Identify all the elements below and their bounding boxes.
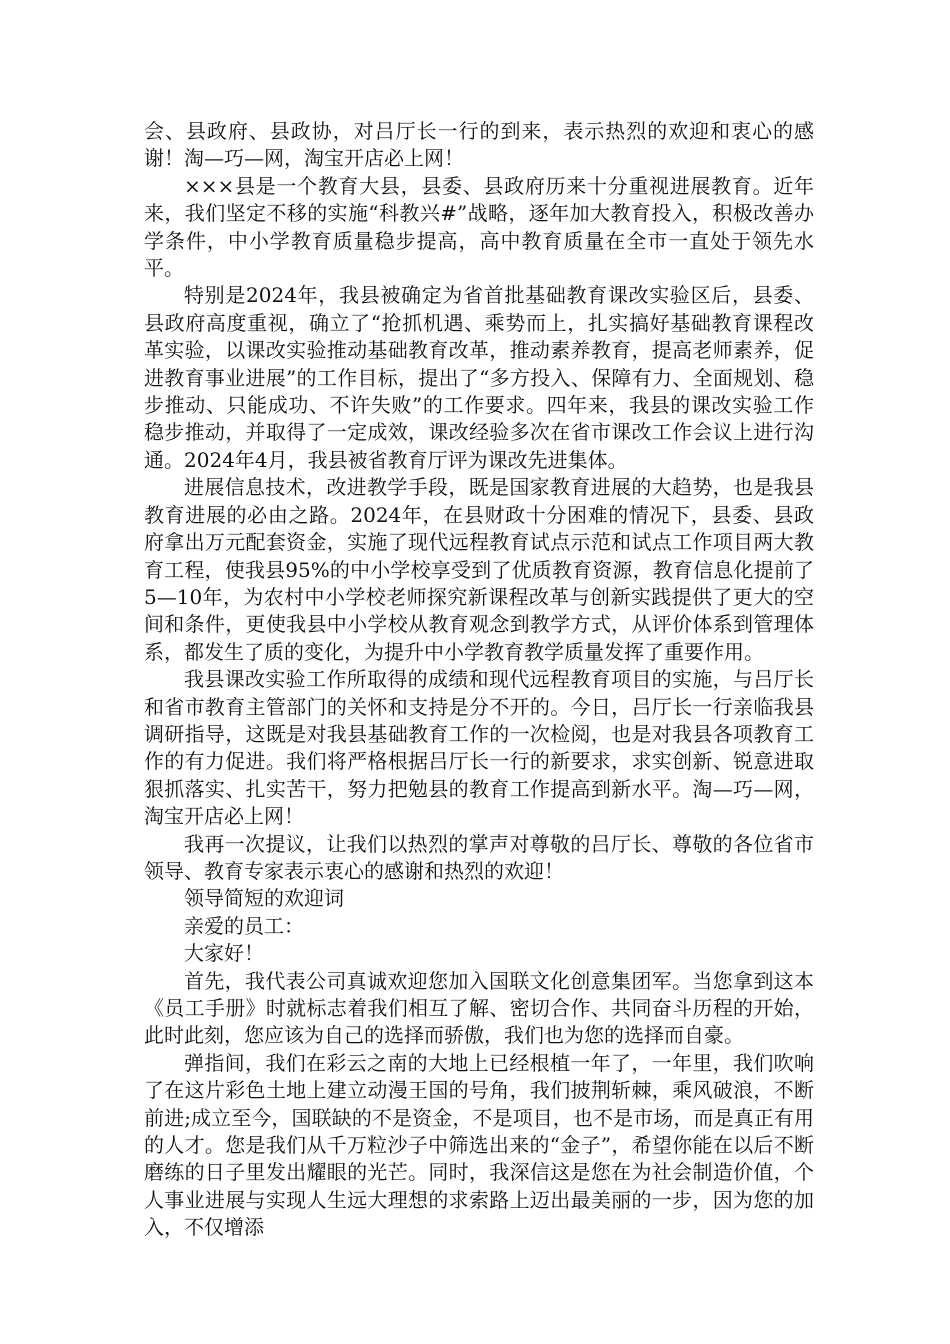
paragraph-applause: 我再一次提议，让我们以热烈的掌声对尊敬的吕厅长、尊敬的各位省市领导、教育专家表示衷心的感谢和热烈的欢迎！ [144, 831, 814, 883]
document-page [144, 118, 814, 1242]
greeting: 大家好！ [184, 941, 264, 966]
paragraph-continued: 会、县政府、县政协，对吕厅长一行的到来，表示热烈的欢迎和衷心的感谢！淘—巧—网，淘宝开店必上网！ [144, 119, 814, 171]
paragraph-information-technology: 进展信息技术，改进教学手段，既是国家教育进展的大趋势，也是我县教育进展的必由之路。2024年，在县财政十分困难的情况下，县委、县政府拿出万元配套资金，实施了现代远程教育试点示范和试点工作项目两大教育工程，使我县95%的中小学校享受到了优质教育资源，教育信息化提前了5—10年，为农村中小学校老师探究新课程改革与创新实践提供了更大的空间和条件，更使我县中小学校从教育观念到教学方式，从评价体系到管理体系，都发生了质的变化，为提升中小学教育教学质量发挥了重要作用。 [144, 475, 814, 664]
paragraph-welcome: 首先，我代表公司真诚欢迎您加入国联文化创意集团军。当您拿到这本《员工手册》时就标志着我们相互了解、密切合作、共同奋斗历程的开始，此时此刻，您应该为自己的选择而骄傲，我们也为您的选择而自豪。 [144, 968, 814, 1048]
paragraph-one-year: 弹指间，我们在彩云之南的大地上已经根植一年了，一年里，我们吹响了在这片彩色土地上建立动漫王国的号角，我们披荆斩棘，乘风破浪，不断前进;成立至今，国联缺的不是资金，不是项目，也不是市场，而是真正有用的人才。您是我们从千万粒沙子中筛选出来的“金子”，希望你能在以后不断磨练的日子里发出耀眼的光芒。同时，我深信这是您在为社会制造价值，个人事业进展与实现人生远大理想的求索路上迈出最美丽的一步，因为您的加入，不仅增添 [144, 1050, 814, 1240]
paragraph-education-county: ×××县是一个教育大县，县委、县政府历来十分重视进展教育。近年来，我们坚定不移的实施“科教兴#”战略，逐年加大教育投入，积极改善办学条件，中小学教育质量稳步提高，高中教育质量在全市一直处于领先水平。 [144, 173, 814, 281]
paragraph-curriculum-reform: 特别是2024年，我县被确定为省首批基础教育课改实验区后，县委、县政府高度重视，确立了“抢抓机遇、乘势而上，扎实搞好基础教育课程改革实验，以课改实验推动基础教育改革，推动素养教育，提高老师素养，促进教育事业进展”的工作目标，提出了“多方投入、保障有力、全面规划、稳步推动、只能成功、不许失败”的工作要求。四年来，我县的课改实验工作稳步推动，并取得了一定成效，课改经验多次在省市课改工作会议上进行沟通。2024年4月，我县被省教育厅评为课改先进集体。 [144, 283, 814, 472]
paragraph-achievements: 我县课改实验工作所取得的成绩和现代远程教育项目的实施，与吕厅长和省市教育主管部门的关怀和支持是分不开的。今日，吕厅长一行亲临我县调研指导，这既是对我县基础教育工作的一次检阅，也是对我县各项教育工作的有力促进。我们将严格根据吕厅长一行的新要求，求实创新、锐意进取狠抓落实、扎实苦干，努力把勉县的教育工作提高到新水平。淘—巧—网，淘宝开店必上网！ [144, 667, 814, 829]
section-heading: 领导简短的欢迎词 [184, 886, 344, 911]
salutation: 亲爱的员工： [184, 913, 304, 938]
